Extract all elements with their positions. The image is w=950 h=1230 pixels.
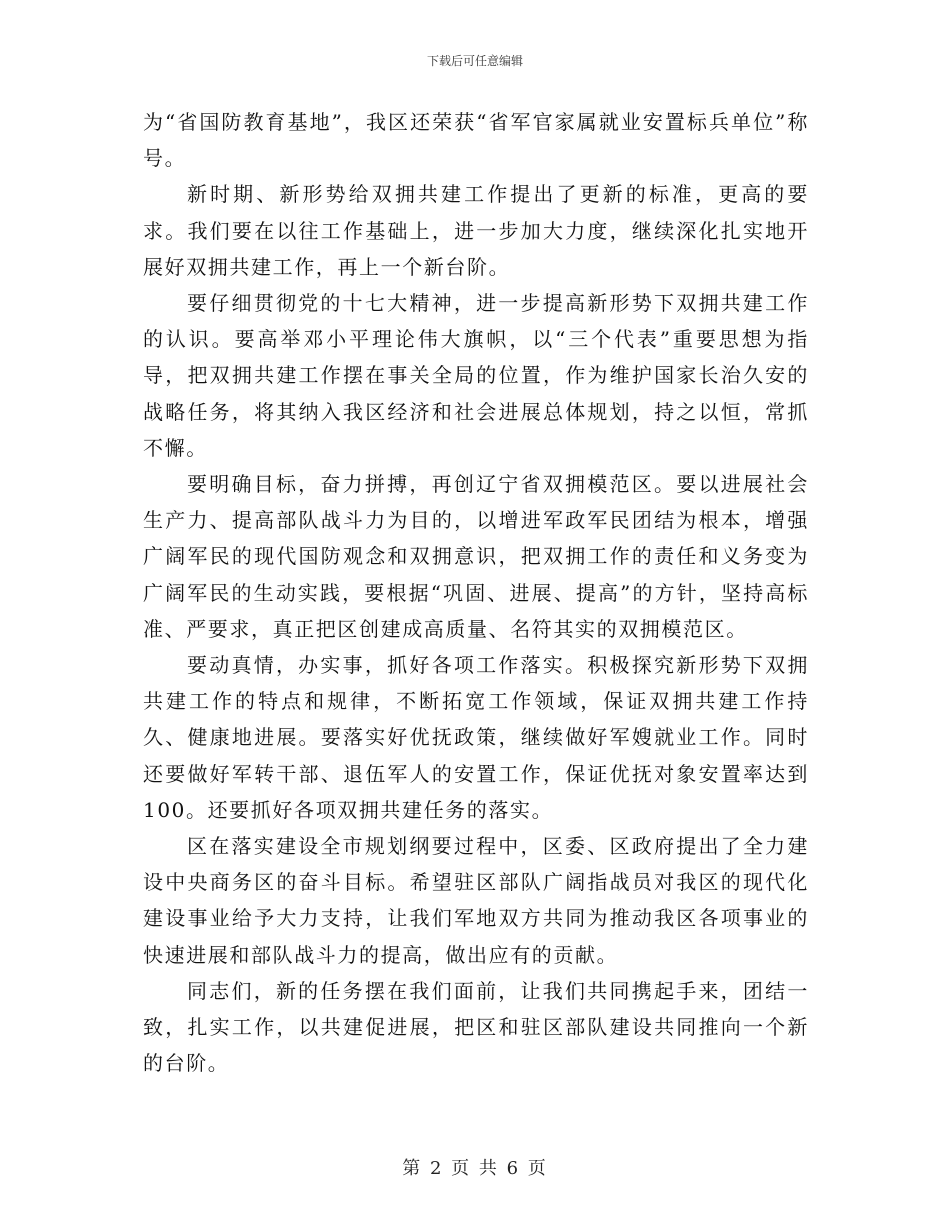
paragraph: 要仔细贯彻党的十七大精神，进一步提高新形势下双拥共建工作的认识。要高举邓小平理论伟大旗帜，以“三个代表”重要思想为指导，把双拥共建工作摆在事关全局的位置，作为维护国家长治久安的战略任务，将其纳入我区经济和社会进展总体规划，持之以恒，常抓不懈。 (143, 291, 809, 460)
document-body (143, 104, 809, 1081)
page-header: 下载后可任意编辑 (426, 54, 523, 68)
paragraph: 要明确目标，奋力拼搏，再创辽宁省双拥模范区。要以进展社会生产力、提高部队战斗力为目的，以增进军政军民团结为根本，增强广阔军民的现代国防观念和双拥意识，把双拥工作的责任和义务变为广阔军民的生动实践，要根据“巩固、进展、提高”的方针，坚持高标准、严要求，真正把区创建成高质量、名符其实的双拥模范区。 (143, 472, 809, 641)
paragraph: 要动真情，办实事，抓好各项工作落实。积极探究新形势下双拥共建工作的特点和规律，不断拓宽工作领域，保证双拥共建工作持久、健康地进展。要落实好优抚政策，继续做好军嫂就业工作。同时还要做好军转干部、退伍军人的安置工作，保证优抚对象安置率达到100。还要抓好各项双拥共建任务的落实。 (143, 653, 809, 822)
paragraph: 区在落实建设全市规划纲要过程中，区委、区政府提出了全力建设中央商务区的奋斗目标。希望驻区部队广阔指战员对我区的现代化建设事业给予大力支持，让我们军地双方共同为推动我区各项事业的快速进展和部队战斗力的提高，做出应有的贡献。 (143, 834, 809, 967)
paragraph: 新时期、新形势给双拥共建工作提出了更新的标准，更高的要求。我们要在以往工作基础上，进一步加大力度，继续深化扎实地开展好双拥共建工作，再上一个新台阶。 (143, 182, 809, 279)
paragraph-continued: 为“省国防教育基地”，我区还荣获“省军官家属就业安置标兵单位”称号。 (143, 110, 809, 171)
paragraph: 同志们，新的任务摆在我们面前，让我们共同携起手来，团结一致，扎实工作，以共建促进展，把区和驻区部队建设共同推向一个新的台阶。 (143, 978, 809, 1076)
page-number-footer: 第 2 页 共 6 页 (402, 1158, 548, 1179)
